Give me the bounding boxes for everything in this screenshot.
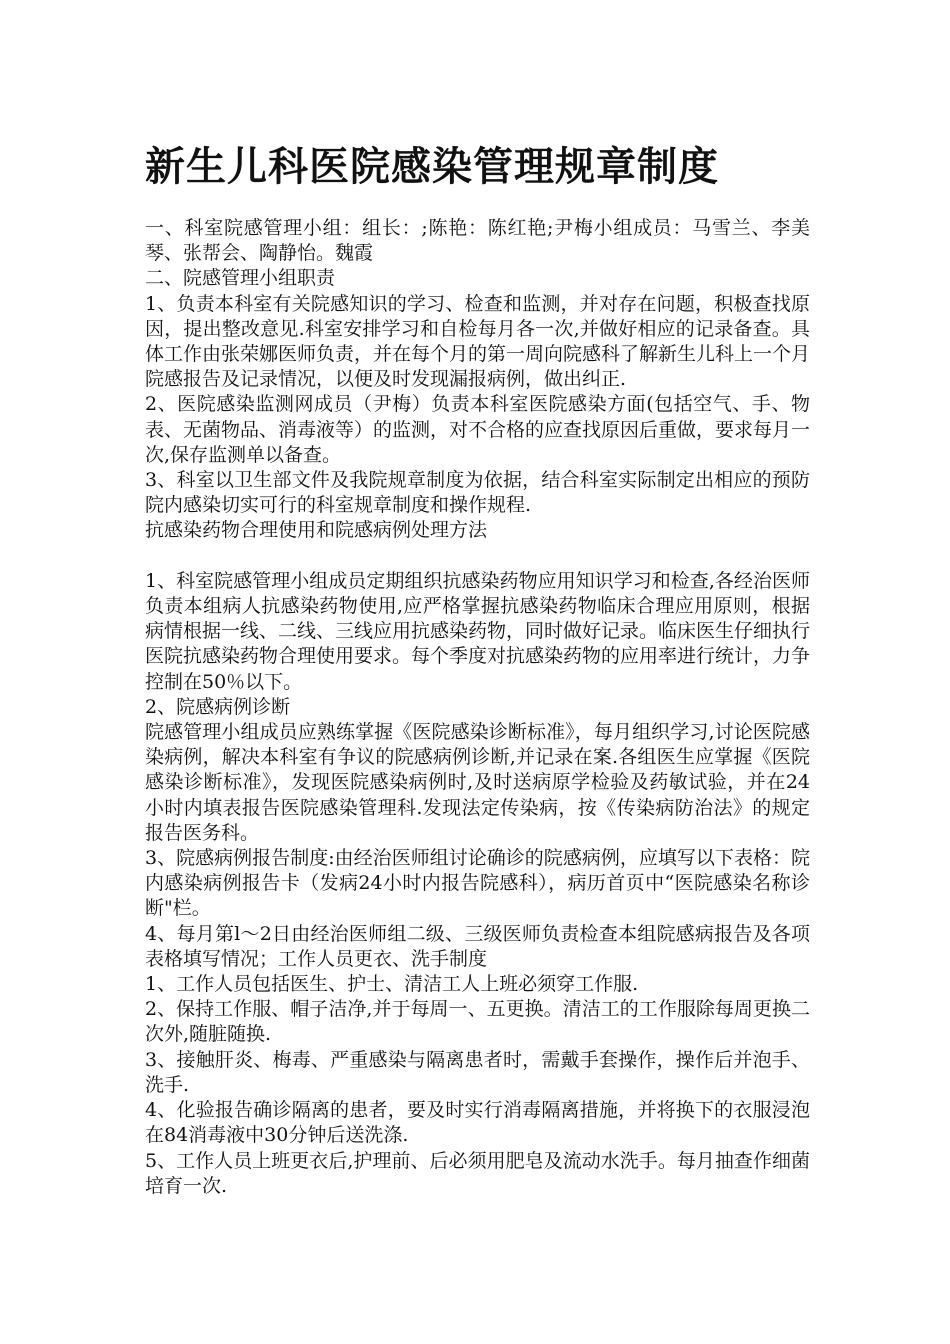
paragraph-antibiotics-1: 1、科室院感管理小组成员定期组织抗感染药物应用知识学习和检查,各经治医师负责本组病人抗感染药物使用,应严格掌握抗感染药物临床合理应用原则，根据病情根据一线、二线、三线应用抗感染药物，同时做好记录。临床医生仔细执行医院抗感染药物合理使用要求。每个季度对抗感染药物的应用率进行统计，力争控制在50％以下。 bbox=[145, 569, 811, 693]
paragraph-committee-members: 一、科室院感管理小组：组长：;陈艳：陈红艳;尹梅小组成员：马雪兰、李美琴、张帮会、陶静怡。魏霞 bbox=[145, 217, 810, 265]
paragraph-duty-3: 3、科室以卫生部文件及我院规章制度为依据，结合科室实际制定出相应的预防院内感染切实可行的科室规章制度和操作规程. bbox=[145, 469, 810, 517]
paragraph-section-heading-duties: 二、院感管理小组职责 bbox=[145, 267, 336, 290]
paragraph-uniform-rule-4: 4、化验报告确诊隔离的患者，要及时实行消毒隔离措施，并将换下的衣服浸泡在84消毒液中30分钟后送洗涤. bbox=[145, 1099, 810, 1147]
blank-line bbox=[145, 544, 810, 569]
paragraph-duty-1: 1、负责本科室有关院感知识的学习、检查和监测，并对存在问题，积极查找原因，提出整改意见.科室安排学习和自检每月各一次,并做好相应的记录备查。具体工作由张荣娜医师负责，并在每个月的第一周向院感科了解新生儿科上一个月院感报告及记录情况，以便及时发现漏报病例，做出纠正. bbox=[145, 292, 811, 391]
paragraph-uniform-rule-3: 3、接触肝炎、梅毒、严重感染与隔离患者时，需戴手套操作，操作后并泡手、洗手. bbox=[145, 1048, 810, 1096]
paragraph-diagnosis-heading: 2、院感病例诊断 bbox=[145, 695, 291, 718]
document-body bbox=[145, 216, 810, 1199]
paragraph-reporting-system: 3、院感病例报告制度:由经治医师组讨论确诊的院感病例，应填写以下表格：院内感染病例报告卡（发病24小时内报告院感科），病历首页中“医院感染名称诊断"栏。 bbox=[145, 847, 810, 920]
document-title: 新生儿科医院感染管理规章制度 bbox=[145, 143, 719, 190]
document-page bbox=[145, 128, 810, 1199]
paragraph-diagnosis-body: 院感管理小组成员应熟练掌握《医院感染诊断标准》，每月组织学习,讨论医院感染病例，解决本科室有争议的院感病例诊断,并记录在案.各组医生应掌握《医院感染诊断标准》，发现医院感染病例时,及时送病原学检验及药敏试验，并在24小时内填表报告医院感染管理科.发现法定传染病，按《传染病防治法》的规定报告医务科。 bbox=[145, 721, 810, 844]
paragraph-uniform-rule-2: 2、保持工作服、帽子洁净,并于每周一、五更换。清洁工的工作服除每周更换二次外,随脏随换. bbox=[145, 998, 810, 1046]
paragraph-uniform-rule-5: 5、工作人员上班更衣后,护理前、后必须用肥皂及流动水洗手。每月抽查作细菌培育一次. bbox=[145, 1149, 810, 1197]
paragraph-section-heading-antibiotics: 抗感染药物合理使用和院感病例处理方法 bbox=[145, 519, 488, 542]
paragraph-uniform-rule-1: 1、工作人员包括医生、护士、清洁工人上班必须穿工作服. bbox=[145, 973, 639, 996]
paragraph-monthly-check: 4、每月第l～2日由经治医师组二级、三级医师负责检查本组院感病报告及各项表格填写情况；工作人员更衣、洗手制度 bbox=[145, 922, 810, 970]
paragraph-duty-2: 2、医院感染监测网成员（尹梅）负责本科室医院感染方面(包括空气、手、物表、无菌物品、消毒液等）的监测，对不合格的应查找原因后重做，要求每月一次,保存监测单以备查。 bbox=[145, 393, 811, 466]
